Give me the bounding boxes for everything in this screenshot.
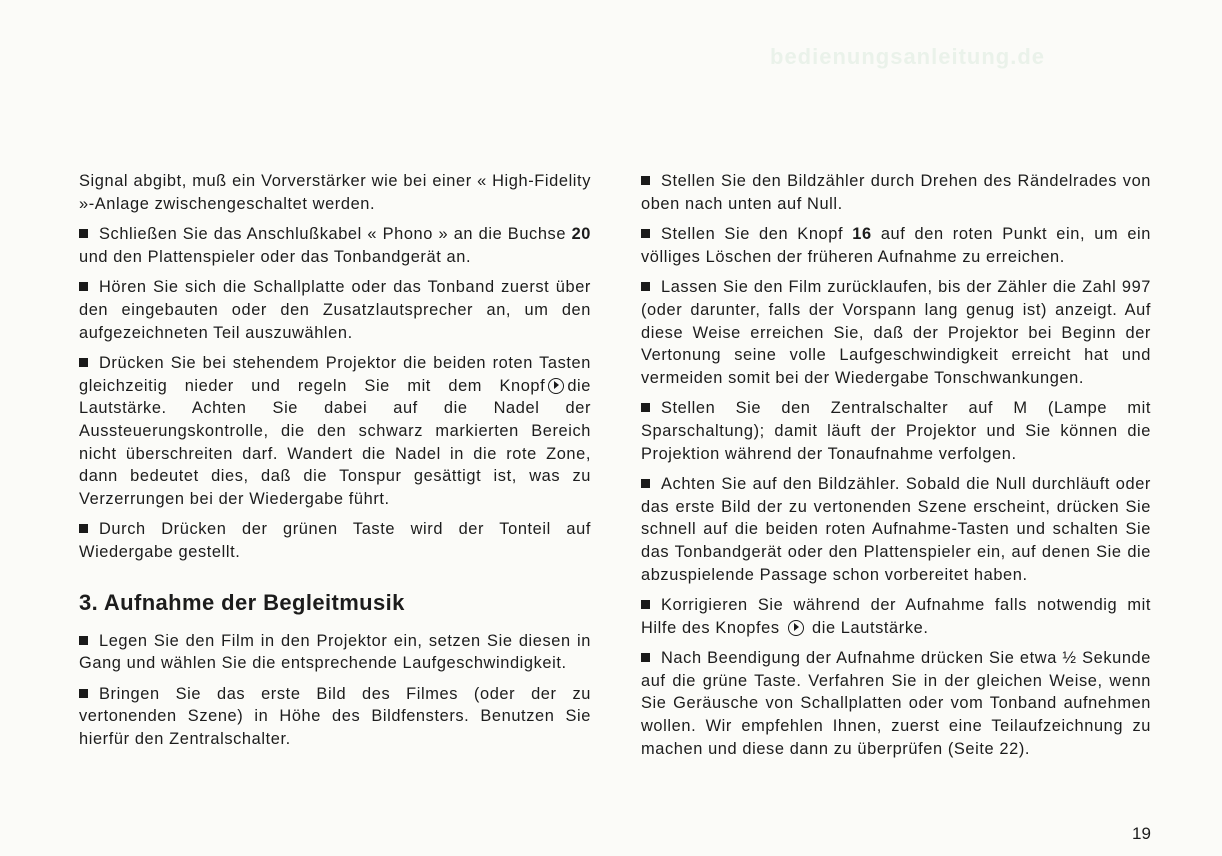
paragraph: Drücken Sie bei stehendem Projektor die beiden roten Tasten gleichzeitig nieder und regeln Sie mit dem Knopf die Lautstärke. Achten Sie dabei auf die Nadel der Aussteuerungskontrolle, die den schwarz markierten Bereich nicht überschreiten darf. Wandert die Nadel in die rote Zone, dann bedeutet dies, daß die Tonspur gesättigt ist, was zu Verzerrungen bei der Wiedergabe führt.: [79, 354, 591, 508]
paragraph: Lassen Sie den Film zurücklaufen, bis der Zähler die Zahl 997 (oder darunter, falls der Vorspann lang genug ist) anzeigt. Auf diese Weise erreichen Sie, daß der Projektor bei Beginn der Vertonung seine volle Laufgeschwindigkeit erreicht hat und vermeiden somit bei der Wiedergabe Tonschwankungen.: [641, 278, 1151, 387]
bullet-icon: [641, 282, 650, 291]
part-number: 20: [571, 225, 591, 244]
paragraph: Stellen Sie den Knopf 16 auf den roten Punkt ein, um ein völliges Löschen der früheren Aufnahme zu erreichen.: [641, 225, 1151, 266]
bullet-icon: [79, 689, 88, 698]
bullet-icon: [79, 358, 88, 367]
paragraph: Achten Sie auf den Bildzähler. Sobald die Null durchläuft oder das erste Bild der zu vertonenden Szene erscheint, drücken Sie schnell auf die beiden roten Aufnahme-Tasten und schalten Sie das Tonbandgerät oder den Plattenspieler ein, auf denen Sie die abzuspielende Passage schon vorbereitet haben.: [641, 475, 1151, 584]
right-column: [641, 170, 1151, 768]
section-heading: 3. Aufnahme der Begleitmusik: [79, 589, 405, 615]
paragraph: Durch Drücken der grünen Taste wird der Tonteil auf Wiedergabe gestellt.: [79, 520, 591, 561]
paragraph: Legen Sie den Film in den Projektor ein, setzen Sie diesen in Gang und wählen Sie die entsprechende Laufgeschwindigkeit.: [79, 631, 591, 673]
paragraph: Bringen Sie das erste Bild des Filmes (oder der zu vertonenden Szene) in Höhe des Bildfensters. Benutzen Sie hierfür den Zentralschalter.: [79, 684, 591, 748]
bullet-icon: [79, 524, 88, 533]
bullet-icon: [641, 653, 650, 662]
part-number: 16: [852, 225, 872, 244]
volume-knob-icon: [548, 378, 564, 394]
bullet-icon: [641, 600, 650, 609]
paragraph: Stellen Sie den Bildzähler durch Drehen des Rändelrades von oben nach unten auf Null.: [641, 172, 1151, 213]
bullet-icon: [641, 479, 650, 488]
volume-knob-icon: [788, 620, 804, 636]
paragraph: Schließen Sie das Anschlußkabel « Phono » an die Buchse 20 und den Plattenspieler oder das Tonbandgerät an.: [79, 225, 591, 266]
paragraph: Hören Sie sich die Schallplatte oder das Tonband zuerst über den eingebauten oder den Zusatzlautsprecher an, um den aufgezeichneten Teil auszuwählen.: [79, 278, 591, 342]
bullet-icon: [79, 229, 88, 238]
bullet-icon: [79, 636, 88, 645]
paragraph: Stellen Sie den Zentralschalter auf M (Lampe mit Sparschaltung); damit läuft der Projektor und Sie können die Projektion während der Tonaufnahme verfolgen.: [641, 399, 1151, 463]
bullet-icon: [641, 229, 650, 238]
watermark: bedienungsanleitung.de: [770, 44, 1046, 69]
page-number: 19: [1132, 824, 1151, 843]
bullet-icon: [79, 282, 88, 291]
left-column: [79, 170, 591, 758]
bullet-icon: [641, 176, 650, 185]
paragraph: Korrigieren Sie während der Aufnahme falls notwendig mit Hilfe des Knopfes die Lautstärke.: [641, 596, 1151, 637]
bullet-icon: [641, 403, 650, 412]
paragraph: Nach Beendigung der Aufnahme drücken Sie etwa ½ Sekunde auf die grüne Taste. Verfahren Sie in der gleichen Weise, wenn Sie Geräusche von Schallplatten oder vom Tonband aufnehmen wollen. Wir empfehlen Ihnen, zuerst eine Teilaufzeichnung zu machen und diese dann zu überprüfen (Seite 22).: [641, 649, 1151, 758]
paragraph: Signal abgibt, muß ein Vorverstärker wie bei einer « High-Fidelity »-Anlage zwischengeschaltet werden.: [79, 172, 591, 213]
